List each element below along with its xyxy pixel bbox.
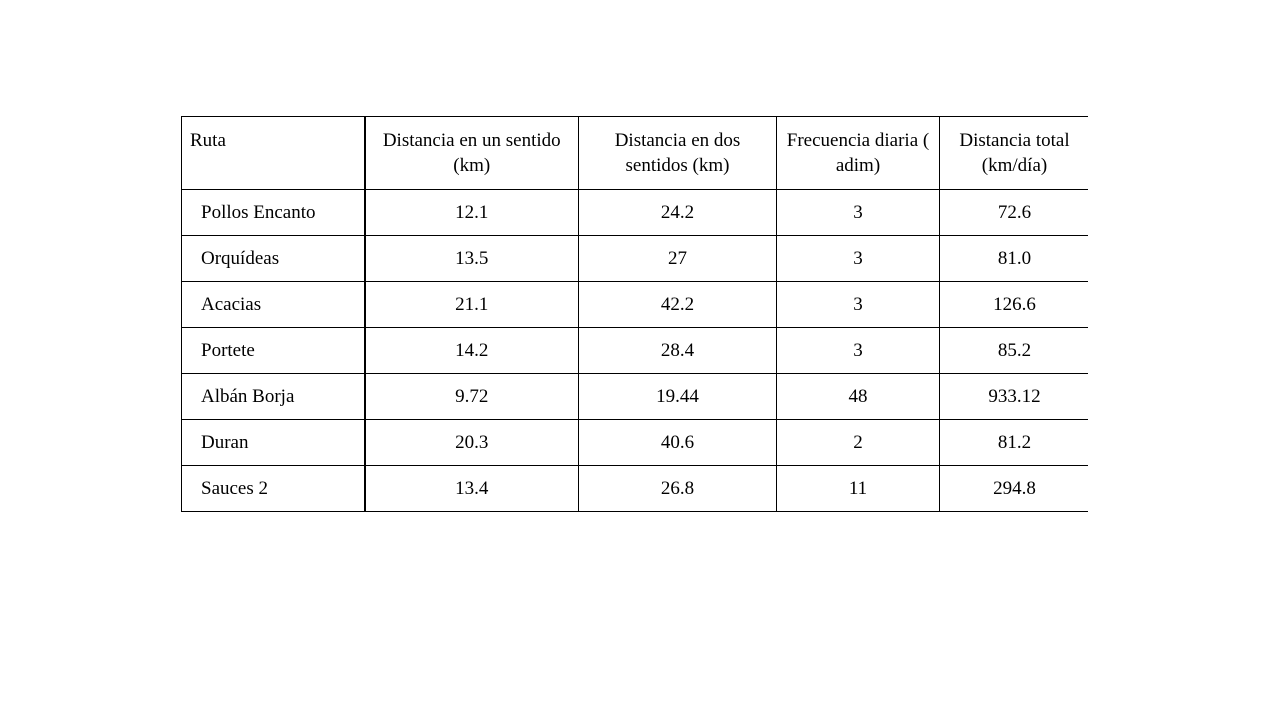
cell-distancia-dos-sentidos: 26.8	[579, 466, 777, 512]
cell-distancia-total: 294.8	[940, 466, 1089, 512]
table-row	[182, 236, 1089, 282]
cell-distancia-un-sentido: 12.1	[365, 190, 579, 236]
cell-distancia-un-sentido: 14.2	[365, 328, 579, 374]
table-row	[182, 374, 1089, 420]
table-row	[182, 328, 1089, 374]
header-distancia-dos-sentidos: Distancia en dos sentidos (km)	[579, 117, 777, 190]
routes-table	[181, 116, 1088, 512]
header-distancia-un-sentido: Distancia en un sentido (km)	[365, 117, 579, 190]
cell-distancia-dos-sentidos: 28.4	[579, 328, 777, 374]
cell-distancia-dos-sentidos: 27	[579, 236, 777, 282]
table-header-row	[182, 117, 1089, 190]
routes-table-container	[181, 116, 1088, 512]
cell-distancia-un-sentido: 13.5	[365, 236, 579, 282]
cell-distancia-un-sentido: 9.72	[365, 374, 579, 420]
cell-frecuencia: 3	[777, 282, 940, 328]
table-row	[182, 420, 1089, 466]
header-distancia-total: Distancia total (km/día)	[940, 117, 1089, 190]
cell-distancia-dos-sentidos: 19.44	[579, 374, 777, 420]
cell-distancia-total: 81.2	[940, 420, 1089, 466]
cell-distancia-dos-sentidos: 40.6	[579, 420, 777, 466]
cell-distancia-dos-sentidos: 42.2	[579, 282, 777, 328]
cell-frecuencia: 3	[777, 236, 940, 282]
cell-distancia-total: 85.2	[940, 328, 1089, 374]
cell-frecuencia: 3	[777, 190, 940, 236]
cell-ruta: Duran	[182, 420, 365, 466]
cell-distancia-un-sentido: 13.4	[365, 466, 579, 512]
cell-distancia-total: 81.0	[940, 236, 1089, 282]
cell-ruta: Albán Borja	[182, 374, 365, 420]
cell-frecuencia: 3	[777, 328, 940, 374]
cell-frecuencia: 2	[777, 420, 940, 466]
cell-frecuencia: 48	[777, 374, 940, 420]
cell-distancia-dos-sentidos: 24.2	[579, 190, 777, 236]
table-row	[182, 282, 1089, 328]
header-ruta: Ruta	[182, 117, 365, 190]
cell-distancia-total: 72.6	[940, 190, 1089, 236]
cell-ruta: Acacias	[182, 282, 365, 328]
cell-ruta: Sauces 2	[182, 466, 365, 512]
cell-distancia-un-sentido: 20.3	[365, 420, 579, 466]
cell-distancia-total: 933.12	[940, 374, 1089, 420]
table-row	[182, 190, 1089, 236]
cell-distancia-total: 126.6	[940, 282, 1089, 328]
cell-ruta: Portete	[182, 328, 365, 374]
header-frecuencia-diaria: Frecuencia diaria ( adim)	[777, 117, 940, 190]
cell-frecuencia: 11	[777, 466, 940, 512]
cell-distancia-un-sentido: 21.1	[365, 282, 579, 328]
table-row	[182, 466, 1089, 512]
cell-ruta: Orquídeas	[182, 236, 365, 282]
cell-ruta: Pollos Encanto	[182, 190, 365, 236]
